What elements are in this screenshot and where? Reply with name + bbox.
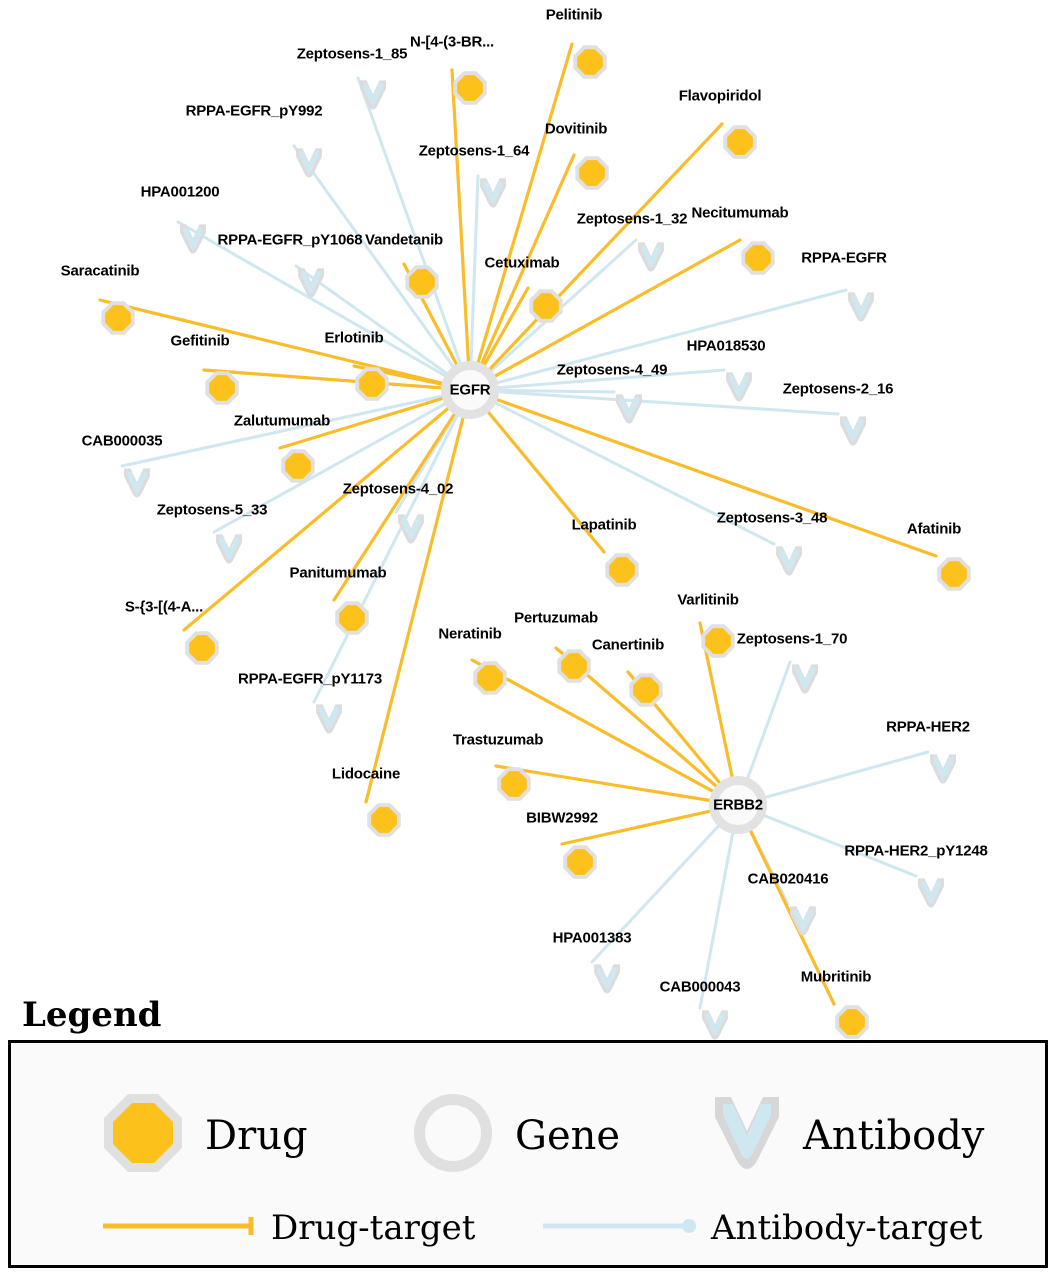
antibody-icon — [774, 544, 804, 578]
antibody-icon — [214, 532, 244, 566]
drug-icon — [354, 366, 390, 402]
drug-icon — [574, 155, 610, 191]
drug-icon — [936, 556, 972, 592]
drug-icon — [740, 240, 776, 276]
drug-label: Flavopiridol — [678, 87, 762, 105]
antibody-label: CAB000043 — [659, 978, 741, 996]
drug-label: Mubritinib — [800, 968, 872, 986]
antibody-icon — [358, 78, 388, 112]
drug-label: Cetuximab — [484, 254, 560, 272]
legend-label-gene: Gene — [515, 1112, 621, 1159]
drug-label: Panitumumab — [289, 564, 387, 582]
antibody-label: RPPA-EGFR_pY1068 — [217, 231, 363, 249]
antibody-icon — [928, 752, 958, 786]
antibody-target-edge-icon — [541, 1214, 701, 1243]
antibody-icon — [478, 176, 508, 210]
antibody-icon — [724, 370, 754, 404]
drug-label: Necitumumab — [691, 204, 789, 222]
drug-icon — [496, 766, 532, 802]
antibody-icon — [916, 876, 946, 910]
legend-item-drug — [101, 1091, 308, 1180]
antibody-icon — [296, 266, 326, 300]
drug-label: Trastuzumab — [452, 731, 544, 749]
legend-item-antibody — [711, 1091, 984, 1180]
drug-label: Saracatinib — [60, 262, 140, 280]
antibody-label: Zeptosens-4_49 — [556, 361, 668, 379]
antibody-label: RPPA-HER2_pY1248 — [844, 842, 988, 860]
drug-icon — [366, 802, 402, 838]
antibody-icon — [838, 414, 868, 448]
antibody-label: Zeptosens-4_02 — [342, 480, 454, 498]
antibody-label: Zeptosens-1_64 — [418, 142, 530, 160]
drug-icon — [184, 630, 220, 666]
antibody-icon — [178, 222, 208, 256]
legend-edge-antibody-target — [541, 1208, 982, 1248]
antibody-icon — [788, 904, 818, 938]
legend-label-antibody-target: Antibody-target — [711, 1208, 983, 1248]
antibody-icon — [790, 662, 820, 696]
drug-icon — [472, 660, 508, 696]
drug-label: Neratinib — [438, 625, 502, 643]
antibody-label: Zeptosens-1_32 — [576, 210, 688, 228]
drug-icon — [572, 44, 608, 80]
drug-icon — [604, 552, 640, 588]
legend-label-antibody: Antibody — [803, 1112, 985, 1159]
antibody-label: RPPA-EGFR_pY992 — [185, 102, 323, 120]
gene-icon — [411, 1091, 495, 1180]
antibody-label: RPPA-EGFR — [801, 249, 887, 267]
drug-icon — [100, 300, 136, 336]
drug-label: Vandetanib — [364, 231, 444, 249]
drug-icon — [628, 672, 664, 708]
drug-icon — [556, 648, 592, 684]
drug-label: Gefitinib — [170, 332, 230, 350]
drug-icon — [101, 1091, 185, 1180]
antibody-icon — [846, 290, 876, 324]
antibody-icon — [294, 146, 324, 180]
antibody-label: HPA001383 — [552, 929, 632, 947]
antibody-label: CAB020416 — [747, 870, 829, 888]
drug-icon — [562, 844, 598, 880]
drug-icon — [528, 288, 564, 324]
antibody-label: HPA001200 — [140, 183, 220, 201]
antibody-label: HPA018530 — [686, 337, 766, 355]
antibody-icon — [700, 1008, 730, 1042]
legend-label-drug: Drug — [205, 1112, 308, 1159]
drug-label: Afatinib — [906, 520, 962, 538]
drug-icon — [452, 70, 488, 106]
antibody-label: Zeptosens-5_33 — [156, 501, 268, 519]
antibody-icon — [314, 702, 344, 736]
drug-label: S-{3-[(4-A... — [124, 598, 204, 616]
legend-item-gene — [411, 1091, 620, 1180]
drug-label: Pelitinib — [545, 6, 603, 24]
drug-icon — [404, 264, 440, 300]
drug-icon — [834, 1004, 870, 1040]
antibody-icon — [122, 466, 152, 500]
antibody-label: RPPA-EGFR_pY1173 — [237, 670, 383, 688]
drug-label: Lidocaine — [331, 765, 401, 783]
drug-label: N-[4-(3-BR... — [409, 33, 495, 51]
antibody-label: Zeptosens-1_85 — [296, 45, 408, 63]
drug-target-edge-icon — [101, 1214, 261, 1243]
legend-box — [8, 1040, 1048, 1268]
drug-icon — [700, 623, 736, 659]
drug-icon — [204, 370, 240, 406]
antibody-icon — [636, 240, 666, 274]
legend-edge-drug-target — [101, 1208, 475, 1248]
drug-label: Varlitinib — [677, 591, 739, 609]
legend-label-drug-target: Drug-target — [271, 1208, 476, 1248]
antibody-label: Zeptosens-1_70 — [736, 630, 848, 648]
gene-label: ERBB2 — [713, 796, 763, 814]
drug-label: Lapatinib — [571, 516, 637, 534]
antibody-icon — [396, 512, 426, 546]
drug-icon — [280, 448, 316, 484]
drug-label: Canertinib — [591, 636, 665, 654]
antibody-label: CAB000035 — [81, 432, 163, 450]
legend-title: Legend — [22, 995, 162, 1035]
drug-label: Erlotinib — [324, 329, 384, 347]
antibody-icon — [592, 962, 622, 996]
antibody-icon — [711, 1091, 783, 1180]
drug-icon — [334, 600, 370, 636]
antibody-icon — [614, 392, 644, 426]
drug-label: Dovitinib — [544, 120, 608, 138]
gene-label: EGFR — [449, 381, 491, 399]
antibody-label: RPPA-HER2 — [886, 718, 970, 736]
antibody-label: Zeptosens-3_48 — [716, 509, 828, 527]
drug-label: Pertuzumab — [514, 609, 598, 627]
drug-label: Zalutumumab — [233, 412, 331, 430]
antibody-label: Zeptosens-2_16 — [782, 380, 894, 398]
drug-label: BIBW2992 — [526, 809, 598, 827]
drug-icon — [722, 124, 758, 160]
